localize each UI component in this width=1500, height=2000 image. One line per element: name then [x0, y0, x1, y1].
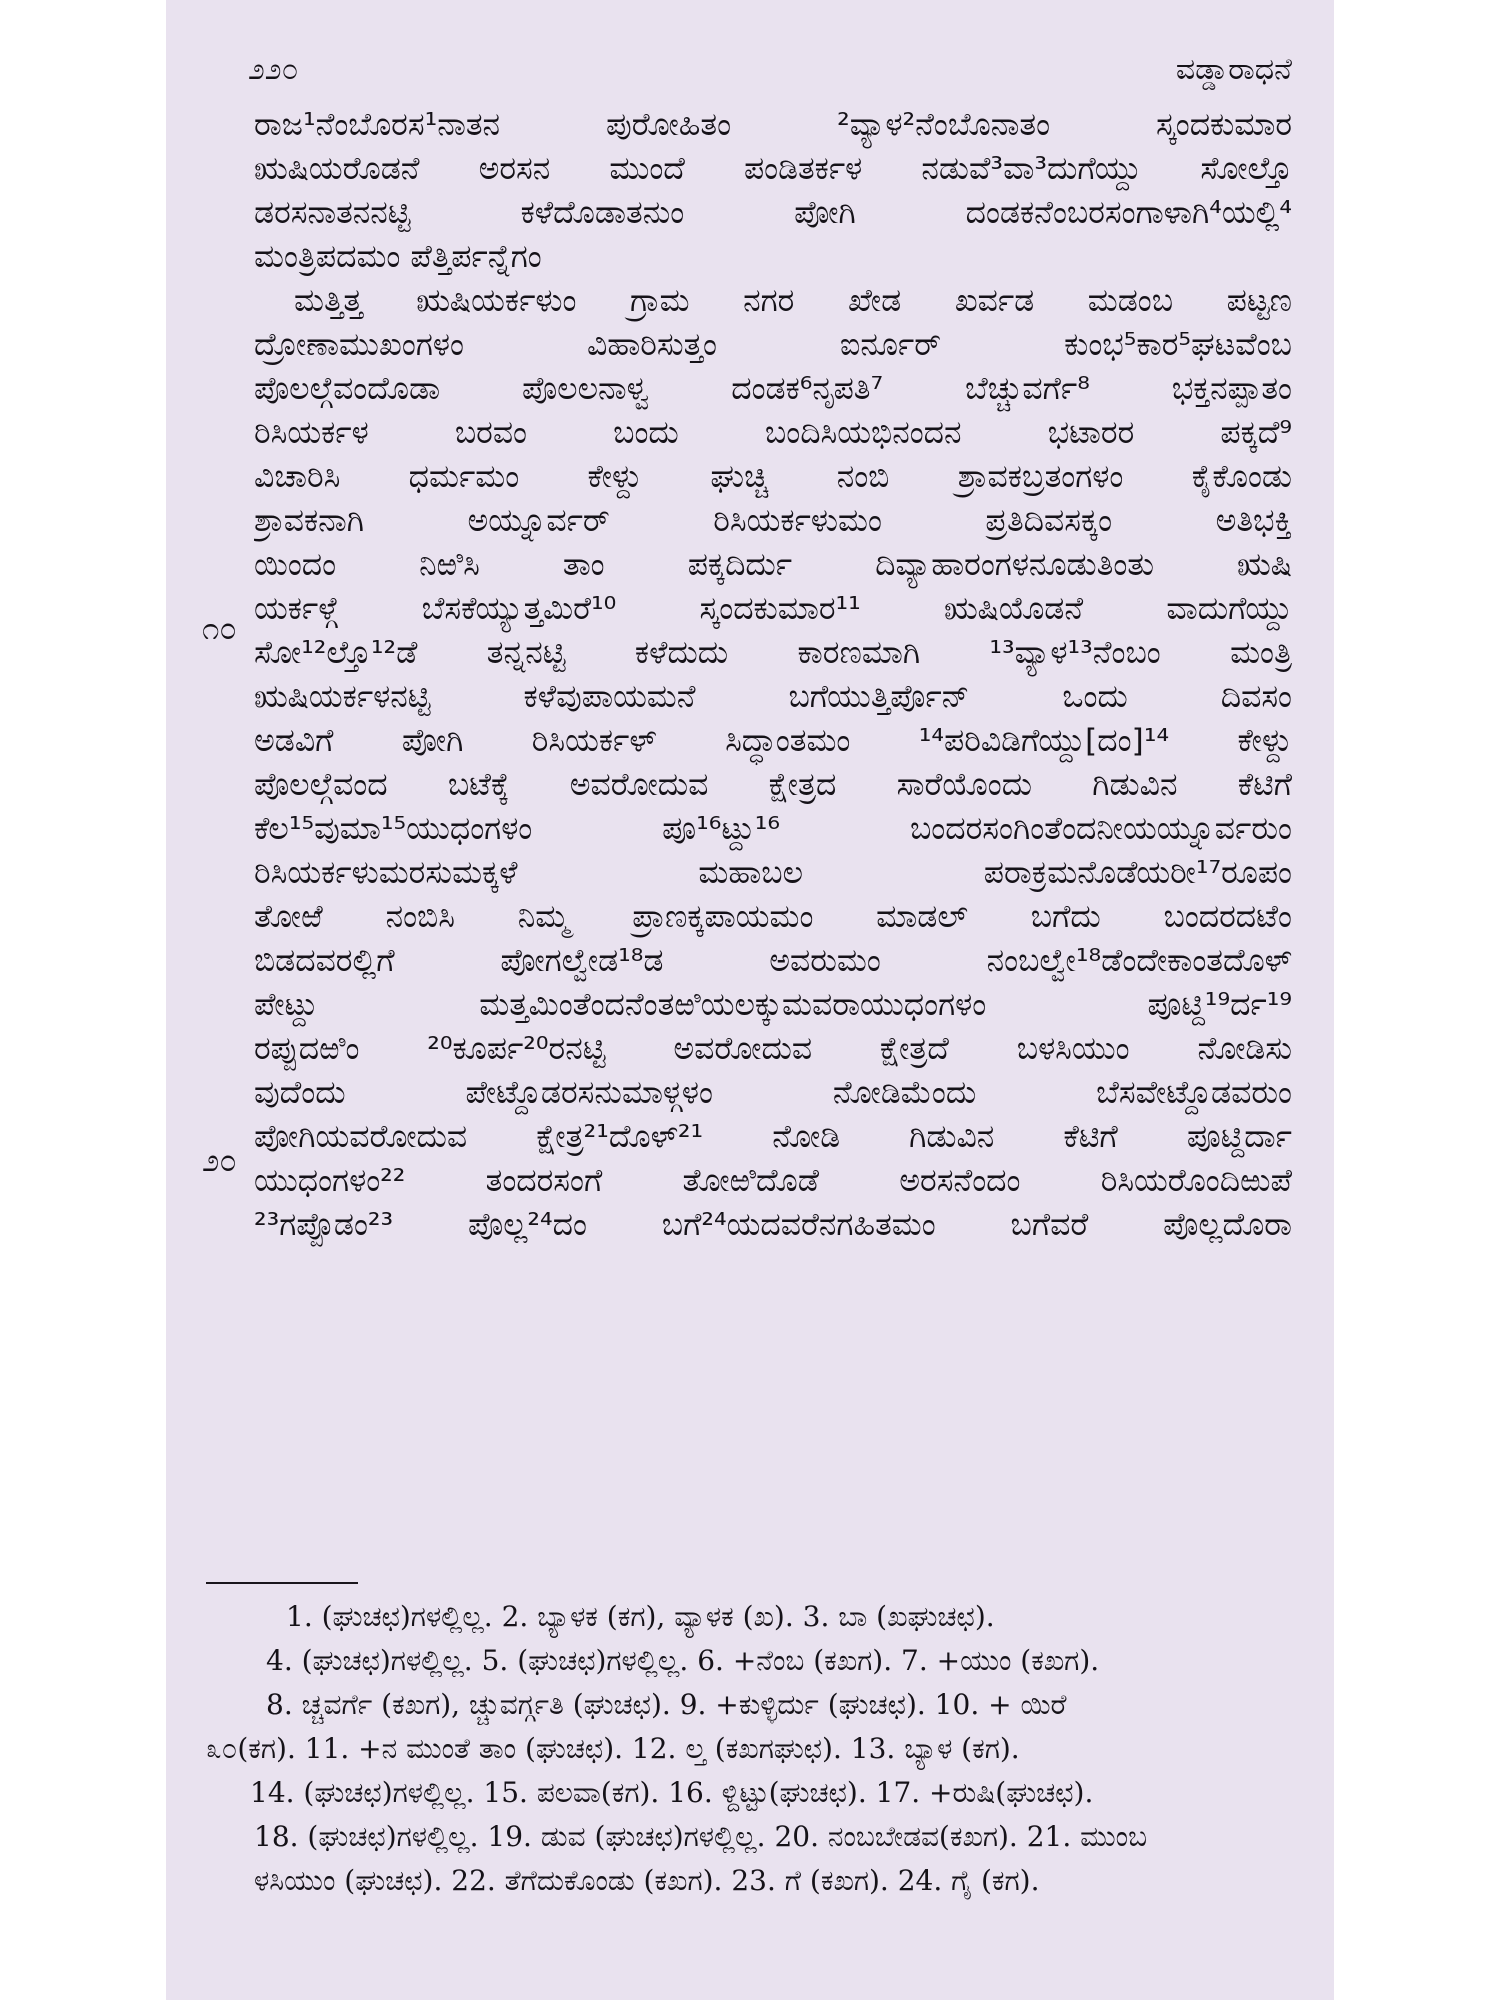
- running-title: ವಡ್ಡಾರಾಧನೆ: [1175, 52, 1292, 87]
- text-line: ವುದೆಂದು ಪೇಟ್ದೊಡರಸನುಮಾಳ್ಗಳಂ ನೋಡಿಮೆಂದು ಬೆಸವೇಟ್ದೊಡವರುಂ: [254, 1075, 1292, 1111]
- text-line: ತೋಱೆ ನಂಬಿಸಿ ನಿಮ್ಮ ಪ್ರಾಣಕ್ಕಪಾಯಮಂ ಮಾಡಲ್ ಬಗೆದು ಬಂದರದಟೆಂ: [254, 899, 1292, 935]
- text-line: ಯುಧಂಗಳಂ²² ತಂದರಸಂಗೆ ತೋಱಿದೊಡೆ ಅರಸನೆಂದಂ ರಿಸಿಯರೊಂದಿಱುಪೆ: [254, 1163, 1292, 1199]
- page-header: [248, 48, 1292, 92]
- book-page: [166, 0, 1334, 2000]
- text-line: ದ್ರೋಣಾಮುಖಂಗಳಂ ವಿಹಾರಿಸುತ್ತಂ ಐರ್ನೂರ್ ಕುಂಭ⁵ಕಾರ⁵ಘಟವೆಂಬ: [254, 327, 1292, 363]
- footnote-line: 4. (ಘುಚಛ)ಗಳಲ್ಲಿಲ್ಲ. 5. (ಘುಚಛ)ಗಳಲ್ಲಿಲ್ಲ. 6. +ನೆಂಬ (ಕಖಗ). 7. +ಯುಂ (ಕಖಗ).: [266, 1644, 1100, 1677]
- footnote-line: 8. ಚ್ಚವರ್ಗೆ (ಕಖಗ), ಚ್ಚುವರ್ಗ್ಗತಿ (ಘುಚಛ). 9. +ಕುಳ್ಳಿರ್ದು (ಘುಚಛ). 10. + ಯಿರೆ: [266, 1688, 1067, 1721]
- text-line: ಯರ್ಕಳ್ಗೆ ಬೆಸಕೆಯ್ಯುತ್ತಮಿರೆ¹⁰ ಸ್ಕಂದಕುಮಾರ¹¹ ಋಷಿಯೊಡನೆ ವಾದುಗೆಯ್ದು: [254, 591, 1292, 627]
- text-line: ಅಡವಿಗೆ ಪೋಗಿ ರಿಸಿಯರ್ಕಳ್ ಸಿದ್ಧಾಂತಮಂ ¹⁴ಪರಿವಿಡಿಗೆಯ್ದು[ದಂ]¹⁴ ಕೇಳ್ದು: [254, 723, 1292, 759]
- text-line: ವಿಚಾರಿಸಿ ಧರ್ಮಮಂ ಕೇಳ್ದು ಘುಚ್ಚಿ ನಂಬಿ ಶ್ರಾವಕಬ್ರತಂಗಳಂ ಕೈಕೊಂಡು: [254, 459, 1292, 495]
- text-line: ಪೇಟ್ದು ಮತ್ತಮಿಂತೆಂದನೆಂತಱಿಯಲಕ್ಕುಮವರಾಯುಧಂಗಳಂ ಪೂಟ್ದಿ¹⁹ರ್ದ¹⁹: [254, 987, 1292, 1023]
- text-line: ರಿಸಿಯರ್ಕಳುಮರಸುಮಕ್ಕಳೆ ಮಹಾಬಲ ಪರಾಕ್ರಮನೊಡೆಯರೀ¹⁷ರೂಪಂ: [254, 855, 1292, 891]
- text-line: ಯಿಂದಂ ನಿಱಿಸಿ ತಾಂ ಪಕ್ಕದಿರ್ದು ದಿವ್ಯಾಹಾರಂಗಳನೂಡುತಿಂತು ಋಷಿ: [254, 547, 1292, 583]
- text-line: ಋಷಿಯರೊಡನೆ ಅರಸನ ಮುಂದೆ ಪಂಡಿತರ್ಕಳ ನಡುವೆ³ವಾ³ದುಗೆಯ್ದು ಸೋಲ್ತೊ: [254, 151, 1292, 187]
- text-line: ರಿಸಿಯರ್ಕಳ ಬರವಂ ಬಂದು ಬಂದಿಸಿಯಭಿನಂದನ ಭಟಾರರ ಪಕ್ಕದೆ⁹: [254, 415, 1292, 451]
- footnote-line: ಳಸಿಯುಂ (ಘುಚಛ). 22. ತೆಗೆದುಕೊಂಡು (ಕಖಗ). 23. ಗೆ (ಕಖಗ). 24. ಗೈ (ಕಗ).: [254, 1864, 1040, 1897]
- text-line: ಕೆಲ¹⁵ವುಮಾ¹⁵ಯುಧಂಗಳಂ ಪೂ¹⁶ಟ್ದು¹⁶ ಬಂದರಸಂಗಿಂತೆಂದನೀಯಯ್ನೂರ್ವರುಂ: [254, 811, 1292, 847]
- text-line: ಪೊಲಲ್ಗೆವಂದ ಬಟೆಕ್ಕೆ ಅವರೋದುವ ಕ್ಷೇತ್ರದ ಸಾರೆಯೊಂದು ಗಿಡುವಿನ ಕೆಟಿಗೆ: [254, 767, 1292, 803]
- text-line: ಬಿಡದವರಲ್ಲಿಗೆ ಪೋಗಲ್ವೇಡ¹⁸ಡ ಅವರುಮಂ ನಂಬಲ್ವೇ¹⁸ಡೆಂದೇಕಾಂತದೊಳ್: [254, 943, 1292, 979]
- line-number-10: ೧೦: [202, 611, 237, 647]
- footnote-divider: [206, 1582, 358, 1584]
- footnote-line: 18. (ಘುಚಛ)ಗಳಲ್ಲಿಲ್ಲ. 19. ಡುವ (ಘುಚಛ)ಗಳಲ್ಲಿಲ್ಲ. 20. ನಂಬಬೇಡವ(ಕಖಗ). 21. ಮುಂಬ: [254, 1820, 1148, 1853]
- line-number-20: ೨೦: [202, 1143, 237, 1179]
- text-line: ಋಷಿಯರ್ಕಳನಟ್ಟಿ ಕಳೆವುಪಾಯಮನೆ ಬಗೆಯುತ್ತಿರ್ಪೊನ್ ಒಂದು ದಿವಸಂ: [254, 679, 1292, 715]
- text-line: ರಪ್ಪುದಱಿಂ ²⁰ಕೂರ್ಪ²⁰ರನಟ್ಟಿ ಅವರೋದುವ ಕ್ಷೇತ್ರದೆ ಬಳಸಿಯುಂ ನೋಡಿಸು: [254, 1031, 1292, 1067]
- text-line: ಡರಸನಾತನನಟ್ಟಿ ಕಳೆದೊಡಾತನುಂ ಪೋಗಿ ದಂಡಕನೆಂಬರಸಂಗಾಳಾಗಿ⁴ಯಲ್ಲಿ⁴: [254, 195, 1292, 231]
- page-number: ೨೨೦: [248, 52, 299, 87]
- footnote-line: 1. (ಘುಚಛ)ಗಳಲ್ಲಿಲ್ಲ. 2. ಬ್ಯಾಳಕ (ಕಗ), ವ್ಯಾಳಕ (ಖ). 3. ಬಾ (ಖಘುಚಛ).: [286, 1600, 995, 1633]
- text-line: ಪೊಲಲ್ಗೆವಂದೊಡಾ ಪೊಲಲನಾಳ್ವ ದಂಡಕ⁶ನೃಪತಿ⁷ ಬೆಚ್ಚುವರ್ಗೆ⁸ ಭಕ್ತನಪ್ಪಾತಂ: [254, 371, 1292, 407]
- text-line: ಮತ್ತಿತ್ತ ಋಷಿಯರ್ಕಳುಂ ಗ್ರಾಮ ನಗರ ಖೇಡ ಖರ್ವಡ ಮಡಂಬ ಪಟ್ಟಣ: [294, 283, 1292, 319]
- text-line: ²³ಗಪ್ಪೊಡಂ²³ ಪೊಲ್ಲ²⁴ದಂ ಬಗೆ²⁴ಯದವರೆನಗಹಿತಮಂ ಬಗೆವರೆ ಪೊಲ್ಲದೊರಾ: [254, 1207, 1292, 1243]
- footnote-line: 14. (ಘುಚಛ)ಗಳಲ್ಲಿಲ್ಲ. 15. ಪಲವಾ(ಕಗ). 16. ಳ್ದಿಟ್ಟು(ಘುಚಛ). 17. +ರುಷಿ(ಘುಚಛ).: [250, 1776, 1094, 1809]
- text-line: ಸೋ¹²ಲ್ತೊ¹²ಡೆ ತನ್ನನಟ್ಟಿ ಕಳೆದುದು ಕಾರಣಮಾಗಿ ¹³ವ್ಯಾಳ¹³ನೆಂಬಂ ಮಂತ್ರಿ: [254, 635, 1292, 671]
- footnote-line: ೩೦(ಕಗ). 11. +ನ ಮುಂತೆ ತಾಂ (ಘುಚಛ). 12. ಲ್ತ (ಕಖಗಘುಛ). 13. ಬ್ಯಾಳ (ಕಗ).: [206, 1732, 1020, 1765]
- text-line: ರಾಜ¹ನೆಂಬೊರಸ¹ನಾತನ ಪುರೋಹಿತಂ ²ವ್ಯಾಳ²ನೆಂಬೊನಾತಂ ಸ್ಕಂದಕುಮಾರ: [254, 107, 1292, 143]
- text-line: ಶ್ರಾವಕನಾಗಿ ಅಯ್ನೂರ್ವರ್ ರಿಸಿಯರ್ಕಳುಮಂ ಪ್ರತಿದಿವಸಕ್ಕಂ ಅತಿಭಕ್ತಿ: [254, 503, 1292, 539]
- text-line: ಪೋಗಿಯವರೋದುವ ಕ್ಷೇತ್ರ²¹ದೊಳ್²¹ ನೋಡಿ ಗಿಡುವಿನ ಕೆಟಿಗೆ ಪೂಟ್ದಿರ್ದಾ: [254, 1119, 1292, 1155]
- text-line: ಮಂತ್ರಿಪದಮಂ ಪೆತ್ತಿರ್ಪನ್ನೆಗಂ: [254, 239, 542, 275]
